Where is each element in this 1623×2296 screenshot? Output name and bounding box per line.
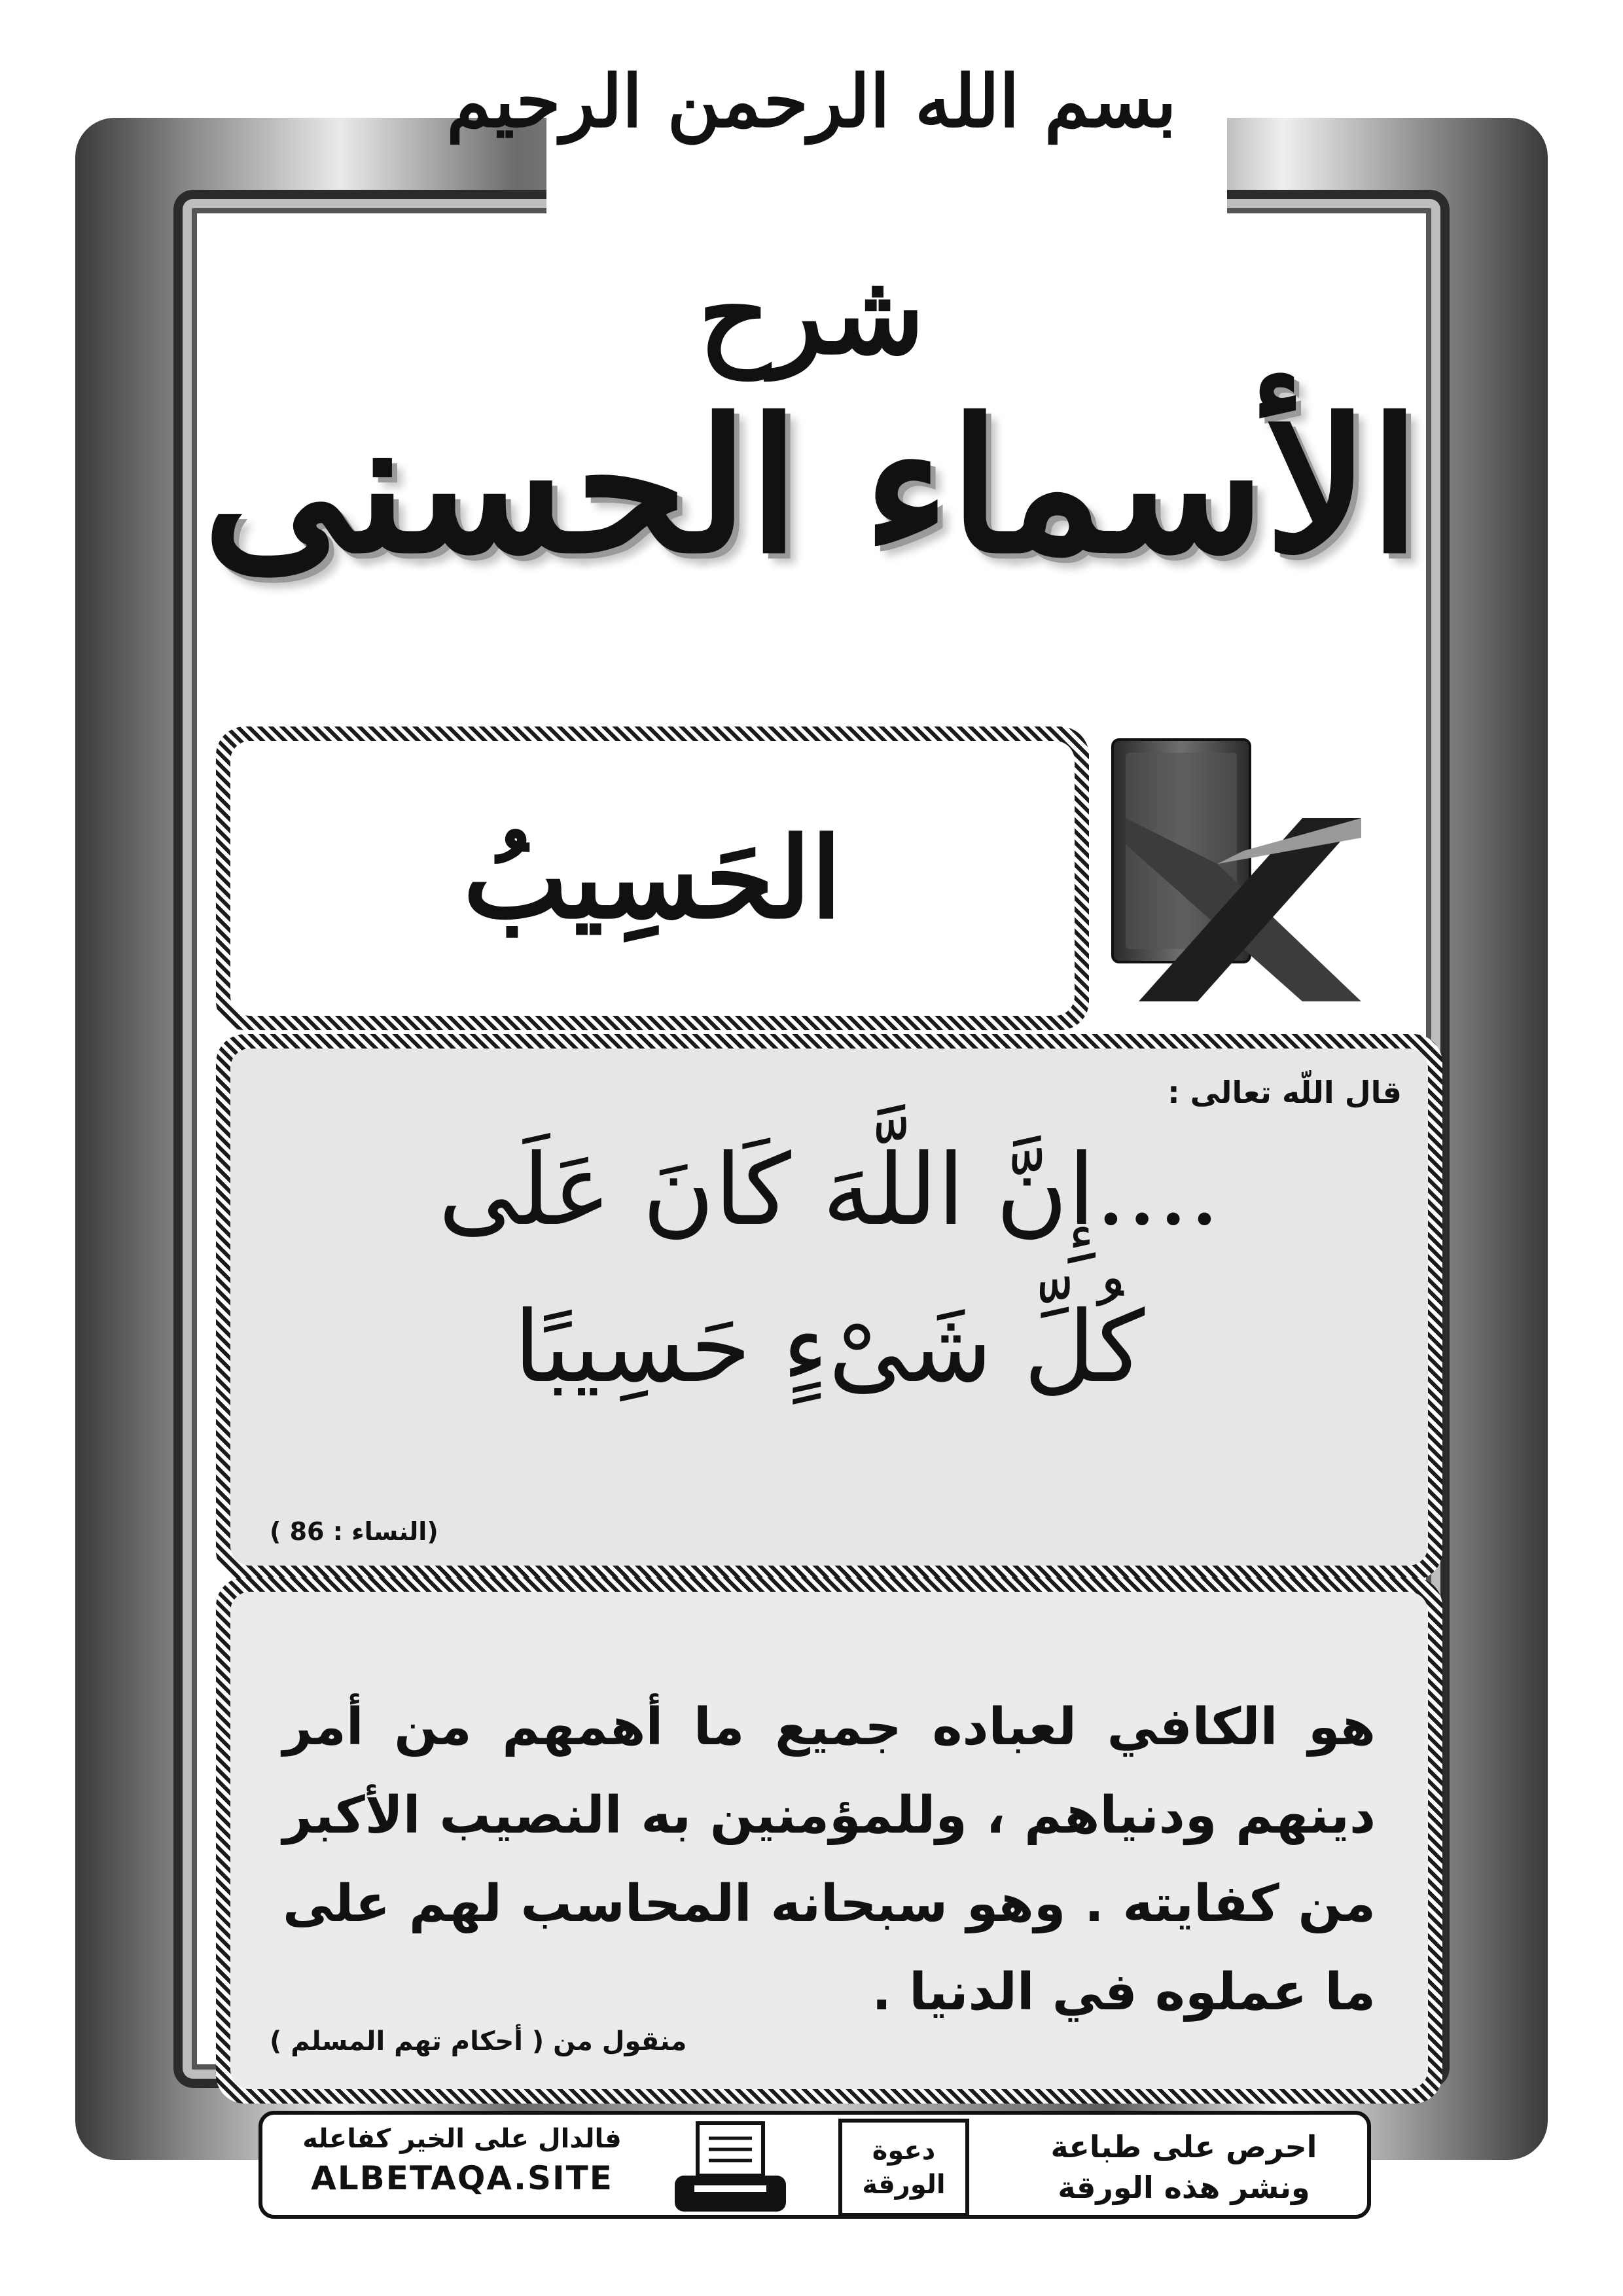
divine-name: الحَسِيبُ	[463, 813, 842, 944]
explanation-box	[216, 1577, 1442, 2104]
footer-left	[276, 2124, 649, 2197]
book-stand-icon	[1086, 720, 1387, 1021]
explanation-text: هو الكافي لعباده جميع ما أهمهم من أمر دينهم ودنياهم ، وللمؤمنين به النصيب الأكبر من كفايته . وهو سبحانه المحاسب لهم على ما عملوه في الدنيا .	[283, 1698, 1376, 2022]
basmala: بسم الله الرحمن الرحيم	[446, 59, 1177, 143]
verse-box	[216, 1034, 1442, 1580]
verse-reference: (النساء : 86 )	[270, 1517, 438, 1546]
main-title: الأسماء الحسنى	[203, 379, 1420, 594]
name-box-inner	[230, 741, 1075, 1016]
explanation-source: منقول من ( أحكام تهم المسلم )	[270, 2026, 687, 2056]
sharh-title: شرح	[698, 249, 925, 380]
name-box	[216, 726, 1089, 1030]
logo-icon: دعوة الورقة	[838, 2119, 969, 2217]
footer-right-line-1: احرص على طباعة	[1050, 2129, 1317, 2164]
footer-right-line-2: ونشر هذه الورقة	[1058, 2170, 1310, 2205]
verse-intro: قال اللّه تعالى :	[1168, 1075, 1402, 1110]
footer-site: ALBETAQA.SITE	[311, 2159, 613, 2197]
footer-bar	[259, 2111, 1371, 2219]
verse-line-2: كُلِّ شَىْءٍ حَسِيبًا	[513, 1291, 1145, 1405]
verse-line-1: ....إِنَّ اللَّهَ كَانَ عَلَى	[438, 1134, 1221, 1247]
explanation-box-inner	[230, 1592, 1428, 2089]
footer-saying: فالدال على الخير كفاعله	[302, 2124, 622, 2154]
footer-right	[1014, 2126, 1354, 2208]
printer-icon	[668, 2120, 793, 2218]
verse-box-inner	[230, 1049, 1428, 1566]
